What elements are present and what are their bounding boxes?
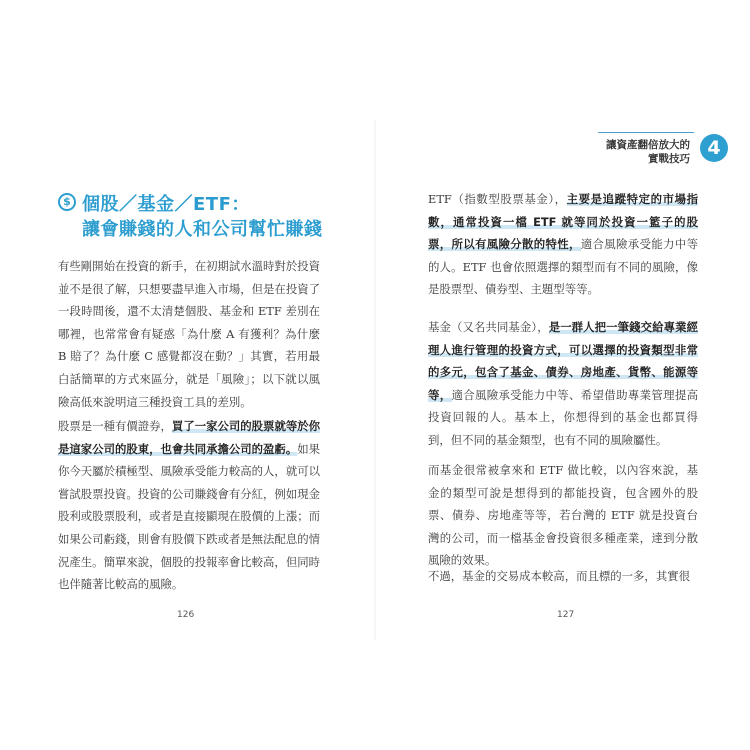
chapter-header <box>528 132 728 172</box>
chapter-title <box>606 138 690 166</box>
right-p1-text-a: ETF（指數型股票基金）， <box>428 192 567 206</box>
left-paragraph-1: 有些剛開始在投資的新手，在初期試水溫時對於投資並不是很了解，只想要盡早進入市場，但是在投資了一段時間後，還不太清楚個股、基金和 ETF 差別在哪裡，也常常會有疑惑「為什麼 A 有獲利？為什麼 B 賠了？為什麼 C 感覺都沒在動？」其實，若用最白話簡單的方式來區分，就是「風險」；以下就以風險高低來說明這三種投資工具的差別。 <box>58 259 320 409</box>
chapter-title-line2: 實戰技巧 <box>648 153 690 165</box>
dollar-coin-icon: $ <box>58 193 76 211</box>
page-number-left: 126 <box>177 610 195 620</box>
right-p2-text-a: 基金（又名共同基金）， <box>428 320 549 334</box>
left-paragraph-2 <box>58 415 320 596</box>
section-title-line1: 個股／基金／ETF： <box>82 194 250 215</box>
page-number-right: 127 <box>557 610 575 620</box>
right-p2-text-b: 適合風險承受能力中等、希望借助專業管理提高投資回報的人。基本上，你想得到的基金也都買得到，但不同的基金類型，也有不同的風險屬性。 <box>428 387 698 447</box>
book-gutter <box>374 120 376 640</box>
right-paragraph-2 <box>428 316 698 452</box>
right-p2-highlight: 是一群人把一筆錢交給專業經理人進行管理的投資方式，可以選擇的投資類型非常的多元，包含了基金、債券、房地產、貨幣、能源等等， <box>428 320 698 402</box>
right-p1-text-b: 適合風險承受能力中等的人。ETF 也會依照選擇的類型而有不同的風險，像是股票型、債券型、主題型等等。 <box>428 237 698 297</box>
left-p2-highlight: 買了一家公司的股票就等於你是這家公司的股東，也會共同承擔公司的盈虧。 <box>58 419 321 456</box>
right-paragraph-3: 而基金很常被拿來和 ETF 做比較，以內容來說，基金的類型可說是想得到的都能投資，包含國外的股票、債券、房地產等等，若台灣的 ETF 就是投資台灣的公司，而一檔基金會投資很多種產業，達到分散風險的效果。 <box>428 463 698 568</box>
section-title-line2: 讓會賺錢的人和公司幫忙賺錢 <box>82 219 323 240</box>
left-p2-text-b: 如果你今天屬於積極型、風險承受能力較高的人，就可以嘗試股票投資。投資的公司賺錢會有分紅，例如現金股利或股票股利，或者是直接顯現在股價的上漲；而如果公司虧錢，則會有股價下跌或者是無法配息的情況產生。簡單來說，個股的投報率會比較高，但同時也伴隨著比較高的風險。 <box>58 441 321 592</box>
right-p1-highlight: 主要是追蹤特定的市場指數，通常投資一檔 ETF 就等同於投資一籃子的股票，所以有風險分散的特性， <box>428 192 698 252</box>
right-paragraph-1 <box>428 188 698 301</box>
chapter-rule <box>598 132 694 133</box>
chapter-title-line1: 讓資產翻倍放大的 <box>606 139 690 151</box>
chapter-number-badge: 4 <box>700 134 728 162</box>
right-paragraph-4: 不過，基金的交易成本較高，而且標的一多，其實很 <box>428 569 690 583</box>
left-p2-text-a: 股票是一種有價證券， <box>58 419 172 433</box>
